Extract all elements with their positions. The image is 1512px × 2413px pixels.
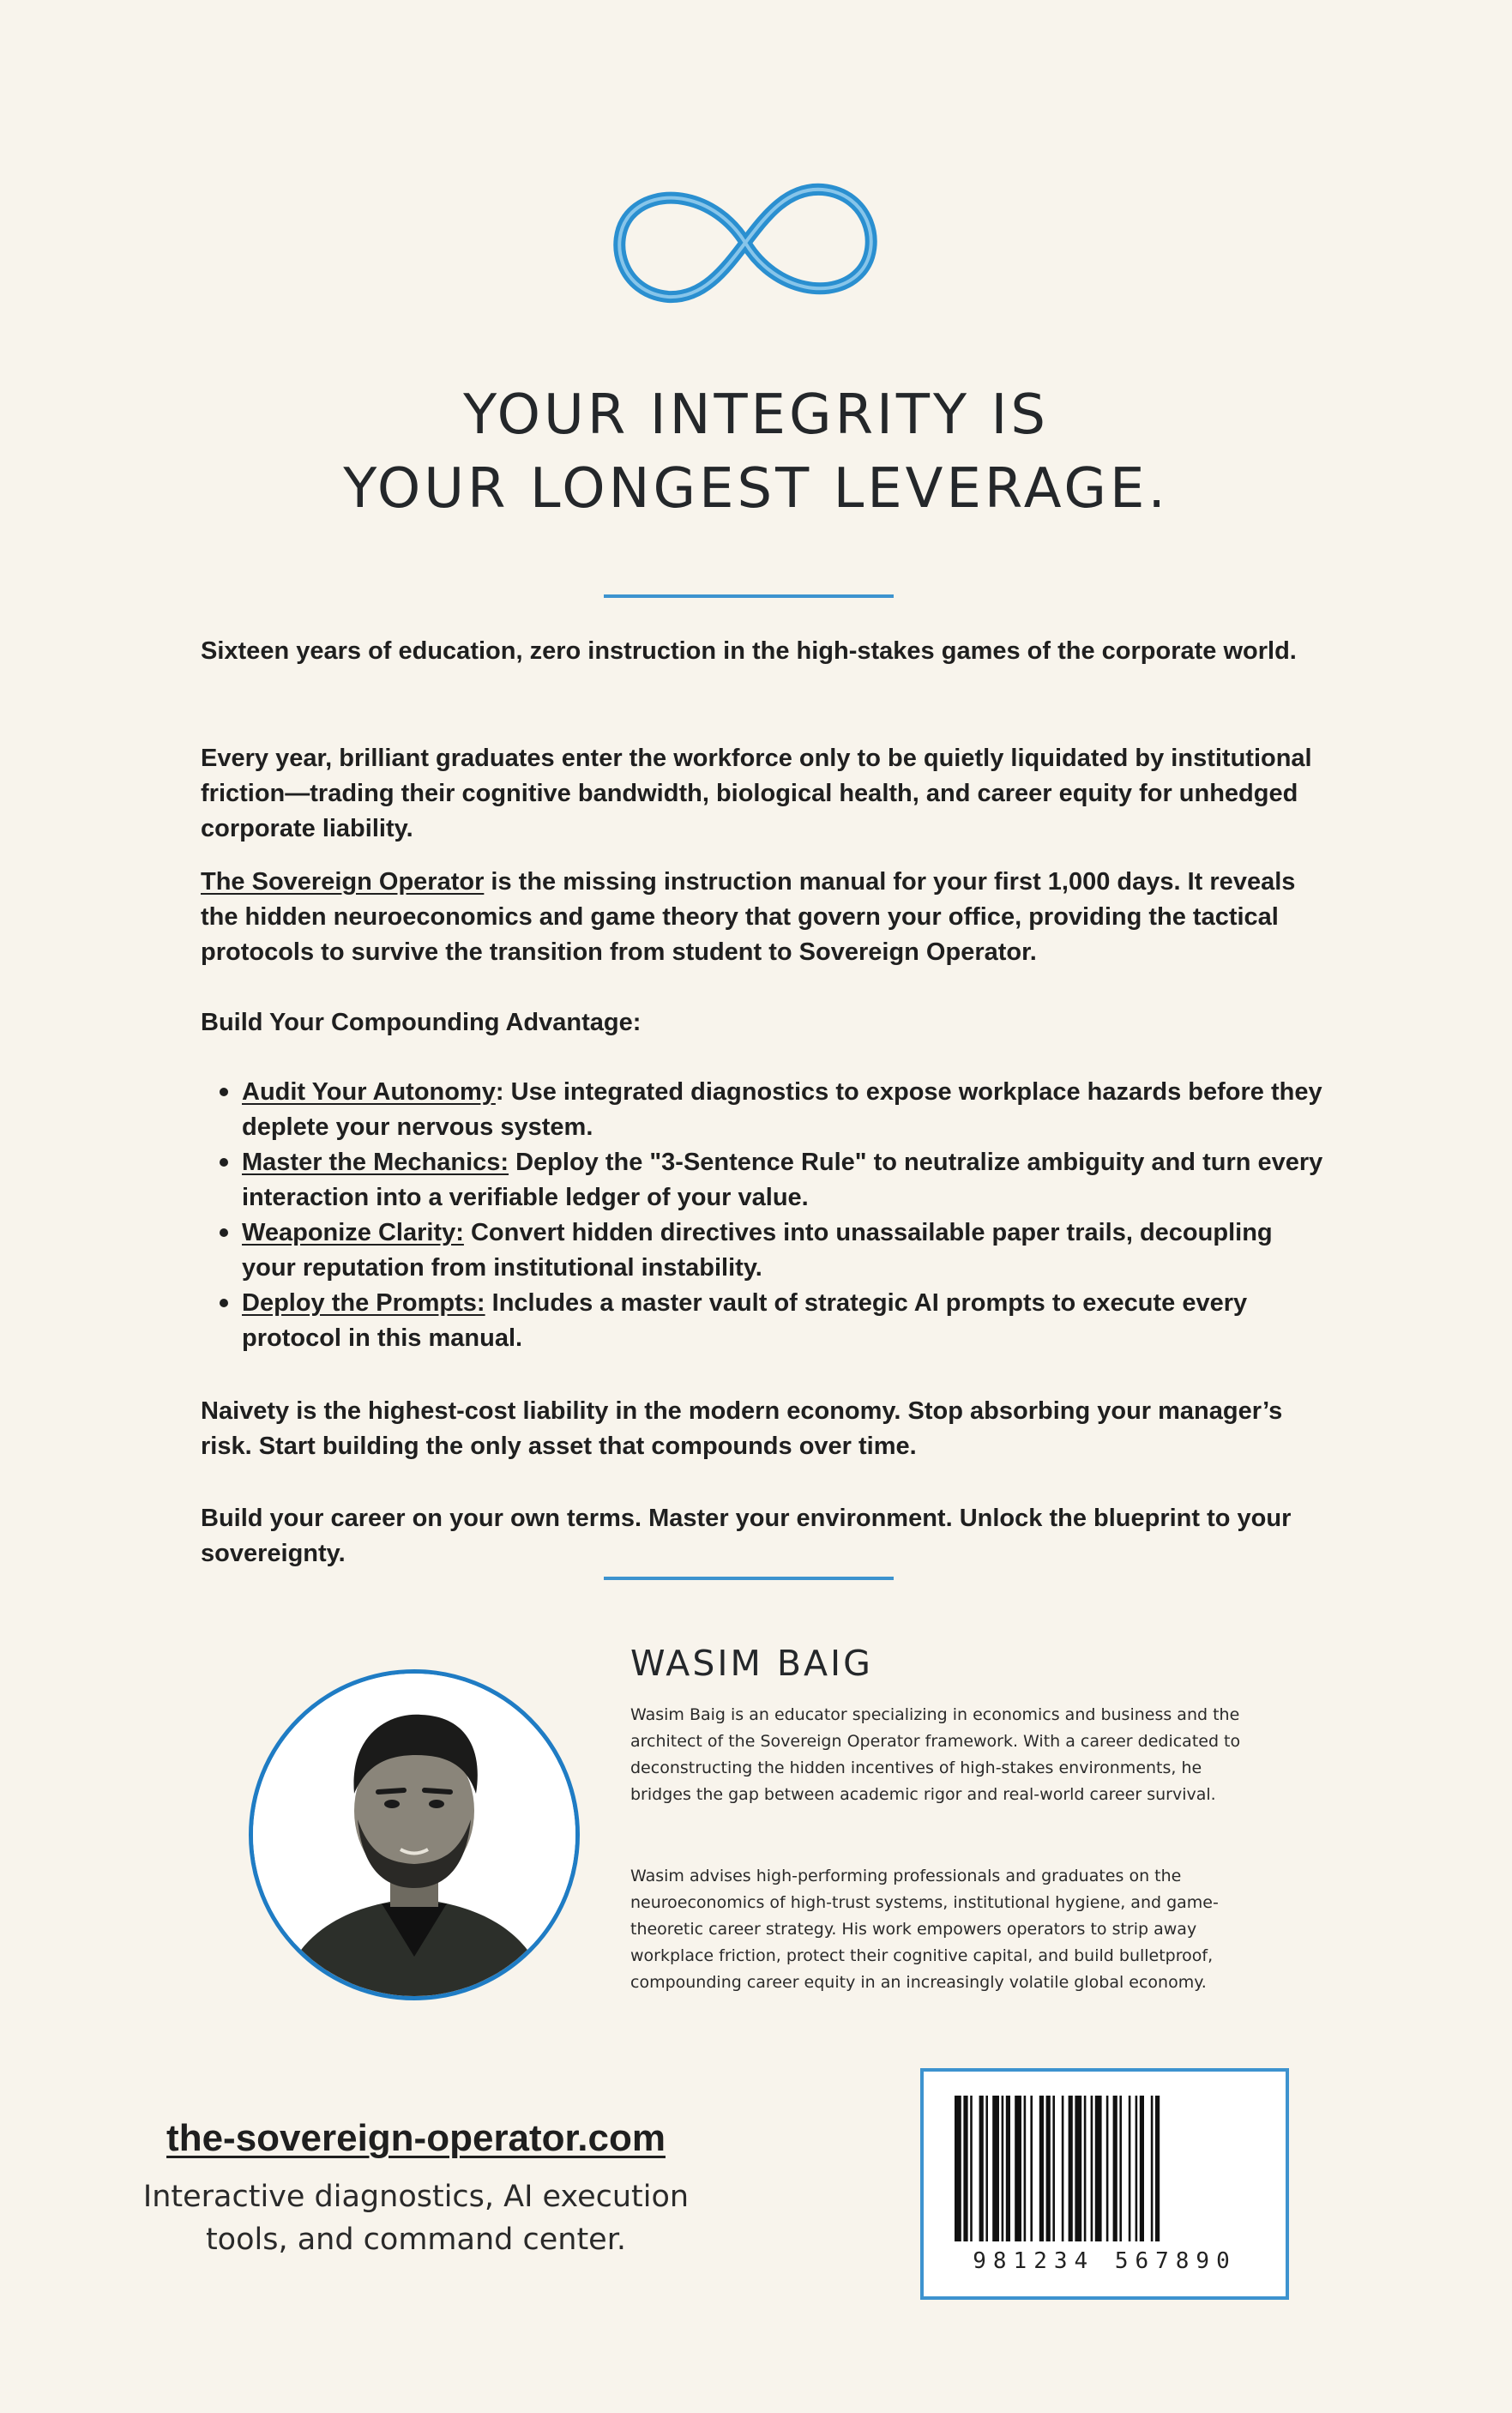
- barcode-bar: [1039, 2096, 1044, 2241]
- list-item: [201, 1216, 1324, 1286]
- author-name: WASIM BAIG: [630, 1643, 873, 1684]
- barcode-bar: [1095, 2096, 1102, 2241]
- barcode-bar: [963, 2096, 967, 2241]
- divider-top: [604, 594, 894, 598]
- bullet-text: Convert hidden directives into unassailable paper trails, decoupling your reputation from institutional instability.: [242, 1219, 1273, 1282]
- tagline-line-2: tools, and command center.: [205, 2223, 627, 2257]
- blurb-paragraph-3-text: is the missing instruction manual for your first 1,000 days. It reveals the hidden neuroeconomics and game theory that govern your office, providing the tactical protocols to survive the transition from student to Sovereign Operator.: [201, 868, 1296, 966]
- bullet-text: Use integrated diagnostics to expose workplace hazards before they deplete your nervous system.: [242, 1078, 1322, 1141]
- barcode-bar: [1015, 2096, 1021, 2241]
- bullet-text: Includes a master vault of strategic AI prompts to execute every protocol in this manual.: [242, 1289, 1248, 1352]
- bullet-title: Audit Your Autonomy: [242, 1078, 496, 1106]
- bullet-title: Master the Mechanics:: [242, 1149, 509, 1176]
- blurb-paragraph-3: [201, 865, 1324, 970]
- bullet-separator: :: [495, 1078, 504, 1106]
- infinity-icon: [595, 168, 895, 318]
- barcode-bar: [1024, 2096, 1027, 2241]
- barcode-bar: [985, 2096, 988, 2241]
- barcode-bar: [1091, 2096, 1093, 2241]
- portrait-illustration: [253, 1674, 575, 1996]
- list-item: [201, 1286, 1324, 1356]
- list-item: [201, 1145, 1324, 1216]
- bullet-icon: [220, 1299, 228, 1307]
- barcode-bar: [1084, 2096, 1087, 2241]
- barcode-bar: [1062, 2096, 1064, 2241]
- author-bio-paragraph-1: Wasim Baig is an educator specializing in economics and business and the architect of the Sovereign Operator framework. With a career dedicated to deconstructing the hidden incentives of high-stakes environments, he bridges the gap between academic rigor and real-world career survival.: [630, 1705, 1241, 1804]
- blurb-paragraph-5: Naivety is the highest-cost liability in the modern economy. Stop absorbing your manager’s risk. Start building the only asset that compounds over time.: [201, 1397, 1283, 1460]
- barcode-bar: [1030, 2096, 1033, 2241]
- barcode-bar: [1113, 2096, 1117, 2241]
- bullet-title: Weaponize Clarity:: [242, 1219, 464, 1246]
- tagline-line-1: Interactive diagnostics, AI execution: [142, 2180, 690, 2214]
- barcode-bar: [1129, 2096, 1131, 2241]
- barcode-bars: [955, 2096, 1255, 2241]
- bullet-icon: [220, 1158, 228, 1167]
- headline-line-1: YOUR INTEGRITY IS: [463, 383, 1049, 447]
- barcode: [920, 2068, 1289, 2300]
- blurb-paragraph-2: Every year, brilliant graduates enter the workforce only to be quietly liquidated by institutional friction—trading their cognitive bandwidth, biological health, and career equity for unhedged corporate liability.: [201, 745, 1312, 842]
- blurb-paragraph-6: Build your career on your own terms. Master your environment. Unlock the blueprint to your sovereignty.: [201, 1505, 1292, 1567]
- bullet-icon: [220, 1228, 228, 1237]
- headline-line-2: YOUR LONGEST LEVERAGE.: [343, 457, 1169, 521]
- bullet-title: Deploy the Prompts:: [242, 1289, 485, 1317]
- barcode-bar: [1069, 2096, 1073, 2241]
- divider-bottom: [604, 1577, 894, 1580]
- barcode-bar: [979, 2096, 984, 2241]
- barcode-bar: [1119, 2096, 1122, 2241]
- barcode-bar: [1006, 2096, 1010, 2241]
- barcode-bar: [1151, 2096, 1154, 2241]
- barcode-bar: [955, 2096, 961, 2241]
- blurb-paragraph-1: Sixteen years of education, zero instruction in the high-stakes games of the corporate world.: [201, 637, 1297, 665]
- author-bio-paragraph-2: Wasim advises high-performing professionals and graduates on the neuroeconomics of high-trust systems, institutional hygiene, and game-theoretic career strategy. His work empowers operators to strip away workplace friction, protect their cognitive capital, and build bulletproof, compounding career equity in an increasingly volatile global economy.: [630, 1867, 1219, 1992]
- barcode-bar: [970, 2096, 973, 2241]
- book-title-link: The Sovereign Operator: [201, 868, 485, 896]
- website-tagline: [69, 2175, 763, 2261]
- barcode-bar: [1052, 2096, 1055, 2241]
- bullet-icon: [220, 1088, 228, 1096]
- barcode-bar: [1002, 2096, 1004, 2241]
- website-link[interactable]: the-sovereign-operator.com: [166, 2117, 666, 2159]
- barcode-bar: [1106, 2096, 1109, 2241]
- barcode-bar: [1046, 2096, 1051, 2241]
- author-portrait: [249, 1669, 580, 2000]
- bullet-text: Deploy the "3-Sentence Rule" to neutralize ambiguity and turn every interaction into a verifiable ledger of your value.: [242, 1149, 1323, 1211]
- barcode-bar: [1140, 2096, 1144, 2241]
- barcode-digits: 981234 567890: [973, 2248, 1237, 2274]
- barcode-bar: [1155, 2096, 1160, 2241]
- advantage-heading: Build Your Compounding Advantage:: [201, 1009, 642, 1036]
- barcode-bar: [992, 2096, 999, 2241]
- barcode-bar: [1136, 2096, 1138, 2241]
- list-item: [201, 1075, 1324, 1145]
- barcode-bar: [1075, 2096, 1081, 2241]
- advantage-list: [201, 1075, 1324, 1356]
